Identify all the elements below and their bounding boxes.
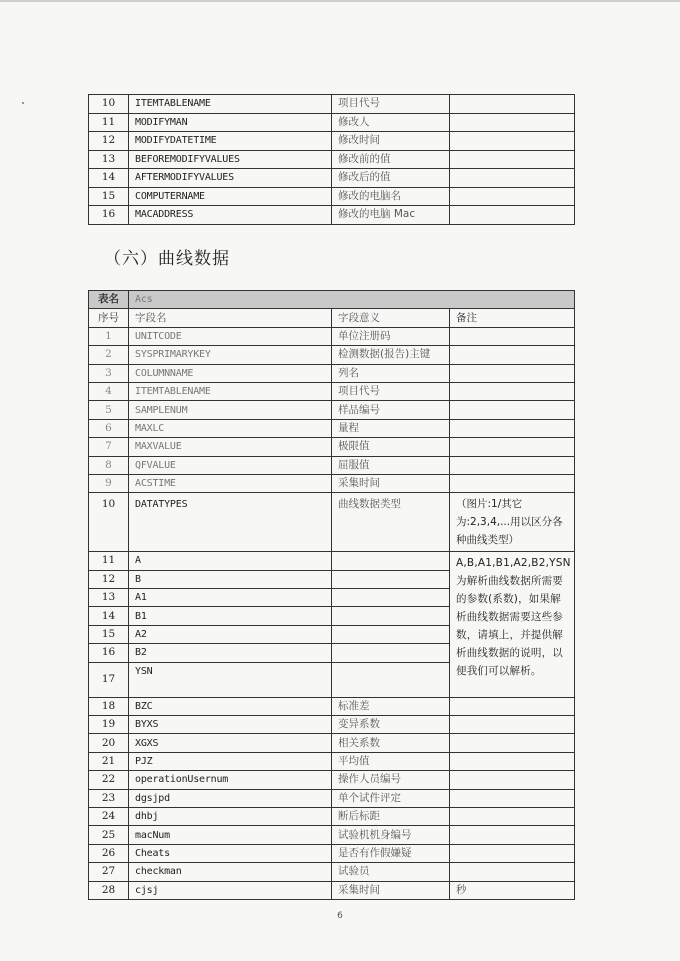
field-note [450,401,575,419]
row-number: 22 [89,771,129,789]
field-meaning: 修改前的值 [332,150,450,169]
field-note [450,169,575,188]
field-name: ACSTIME [129,474,332,492]
field-note [450,187,575,206]
field-meaning [332,552,450,570]
row-number: 28 [89,881,129,899]
table-row [89,789,575,807]
table-row [89,456,575,474]
table-row [89,132,575,151]
field-name: MAXLC [129,419,332,437]
field-name: BZC [129,697,332,715]
field-note [450,863,575,881]
header-row [89,309,575,327]
field-name: BEFOREMODIFYVALUES [129,150,332,169]
field-meaning [332,625,450,643]
field-name: MACADDRESS [129,206,332,225]
field-meaning: 修改时间 [332,132,450,151]
field-meaning: 采集时间 [332,881,450,899]
field-note [450,150,575,169]
row-number: 12 [89,570,129,588]
field-meaning: 修改的电脑 Mac [332,206,450,225]
field-name: SAMPLENUM [129,401,332,419]
field-name: XGXS [129,734,332,752]
page-number: 6 [337,911,343,921]
table-row [89,474,575,492]
field-meaning: 修改的电脑名 [332,187,450,206]
table-row [89,327,575,345]
field-meaning: 是否有作假嫌疑 [332,844,450,862]
field-meaning [332,662,450,697]
row-number: 15 [89,187,129,206]
field-meaning: 项目代号 [332,382,450,400]
field-name: dgsjpd [129,789,332,807]
field-name: cjsj [129,881,332,899]
field-meaning: 样品编号 [332,401,450,419]
row-number: 3 [89,364,129,382]
section-title: （六）曲线数据 [104,249,230,269]
field-note [450,113,575,132]
table-row [89,734,575,752]
table-row [89,169,575,188]
table-row [89,863,575,881]
field-name: MODIFYDATETIME [129,132,332,151]
table-row [89,187,575,206]
row-number: 11 [89,113,129,132]
table-row [89,716,575,734]
field-meaning [332,570,450,588]
header-field: 字段名 [129,309,332,327]
field-note [450,789,575,807]
field-name: BYXS [129,716,332,734]
header-note: 备注 [450,309,575,327]
field-note [450,327,575,345]
field-name: macNum [129,826,332,844]
table-row [89,552,575,570]
field-meaning: 变异系数 [332,716,450,734]
page-edge [0,0,680,2]
field-name: A2 [129,625,332,643]
field-note [450,474,575,492]
field-note [450,456,575,474]
table-row [89,826,575,844]
field-meaning: 断后标距 [332,807,450,825]
field-meaning [332,589,450,607]
field-meaning: 极限值 [332,438,450,456]
row-number: 18 [89,697,129,715]
table-row [89,382,575,400]
table-row [89,844,575,862]
row-number: 4 [89,382,129,400]
field-meaning: 量程 [332,419,450,437]
field-meaning: 操作人员编号 [332,771,450,789]
field-note [450,734,575,752]
table-row [89,493,575,552]
table-name-row [89,291,575,309]
row-number: 6 [89,419,129,437]
field-note [450,438,575,456]
row-number: 17 [89,662,129,697]
row-number: 23 [89,789,129,807]
row-number: 13 [89,589,129,607]
row-number: 21 [89,752,129,770]
field-note [450,697,575,715]
field-note [450,826,575,844]
field-name: Cheats [129,844,332,862]
table-row [89,419,575,437]
field-meaning: 检测数据(报告)主键 [332,346,450,364]
field-note [450,382,575,400]
field-name: A [129,552,332,570]
header-meaning: 字段意义 [332,309,450,327]
row-number: 10 [89,95,129,114]
row-number: 12 [89,132,129,151]
table-row [89,752,575,770]
table-row [89,697,575,715]
field-name: MAXVALUE [129,438,332,456]
field-name: AFTERMODIFYVALUES [129,169,332,188]
row-number: 9 [89,474,129,492]
field-note [450,206,575,225]
field-name: dhbj [129,807,332,825]
field-name: SYSPRIMARYKEY [129,346,332,364]
acs-table-body [89,291,575,900]
row-number: 13 [89,150,129,169]
field-name: DATATYPES [129,493,332,552]
table-row [89,771,575,789]
scan-speck [22,102,24,104]
field-note [450,346,575,364]
row-number: 10 [89,493,129,552]
field-meaning: 试验机机身编号 [332,826,450,844]
row-number: 14 [89,607,129,625]
field-name: MODIFYMAN [129,113,332,132]
field-name: B1 [129,607,332,625]
field-name: A1 [129,589,332,607]
field-note [450,132,575,151]
row-number: 15 [89,625,129,643]
field-name: ITEMTABLENAME [129,95,332,114]
field-note: 秒 [450,881,575,899]
field-meaning: 列名 [332,364,450,382]
table-row [89,346,575,364]
row-number: 2 [89,346,129,364]
row-number: 24 [89,807,129,825]
row-number: 14 [89,169,129,188]
table-row [89,364,575,382]
row-number: 1 [89,327,129,345]
field-name: QFVALUE [129,456,332,474]
field-name: COLUMNNAME [129,364,332,382]
table-row [89,113,575,132]
field-meaning: 采集时间 [332,474,450,492]
row-number: 11 [89,552,129,570]
field-name: PJZ [129,752,332,770]
field-note: （图片:1/其它为:2,3,4,...用以区分各种曲线类型） [450,493,575,552]
field-name: ITEMTABLENAME [129,382,332,400]
field-meaning: 修改人 [332,113,450,132]
table-row [89,95,575,114]
field-name: UNITCODE [129,327,332,345]
field-meaning: 曲线数据类型 [332,493,450,552]
row-number: 16 [89,644,129,662]
field-note [450,419,575,437]
header-no: 序号 [89,309,129,327]
modify-log-table [88,94,575,225]
acs-table [88,290,575,900]
table-row [89,150,575,169]
row-number: 19 [89,716,129,734]
field-meaning: 单位注册码 [332,327,450,345]
table-row [89,807,575,825]
coefficient-note: A,B,A1,B1,A2,B2,YSN 为解析曲线数据所需要的参数(系数)，如果解析曲线数据需要这些参数，请填上，并提供解析曲线数据的说明，以便我们可以解析。 [450,552,575,697]
field-note [450,364,575,382]
field-meaning: 修改后的值 [332,169,450,188]
modify-log-table-body [89,95,575,225]
field-name: B2 [129,644,332,662]
field-name: COMPUTERNAME [129,187,332,206]
field-name: checkman [129,863,332,881]
row-number: 25 [89,826,129,844]
field-meaning: 屈服值 [332,456,450,474]
table-name-label: 表名 [89,291,129,309]
row-number: 26 [89,844,129,862]
field-name: operationUsernum [129,771,332,789]
field-note [450,844,575,862]
field-note [450,752,575,770]
field-meaning [332,644,450,662]
field-note [450,807,575,825]
row-number: 27 [89,863,129,881]
row-number: 20 [89,734,129,752]
field-meaning [332,607,450,625]
table-row [89,438,575,456]
field-meaning: 相关系数 [332,734,450,752]
field-note [450,716,575,734]
field-note [450,95,575,114]
table-row [89,401,575,419]
row-number: 16 [89,206,129,225]
table-name: Acs [129,291,575,309]
table-row [89,881,575,899]
table-row [89,206,575,225]
field-meaning: 试验员 [332,863,450,881]
field-name: YSN [129,662,332,697]
field-meaning: 平均值 [332,752,450,770]
field-name: B [129,570,332,588]
field-meaning: 项目代号 [332,95,450,114]
field-meaning: 标准差 [332,697,450,715]
field-note [450,771,575,789]
row-number: 8 [89,456,129,474]
row-number: 7 [89,438,129,456]
field-meaning: 单个试件评定 [332,789,450,807]
row-number: 5 [89,401,129,419]
